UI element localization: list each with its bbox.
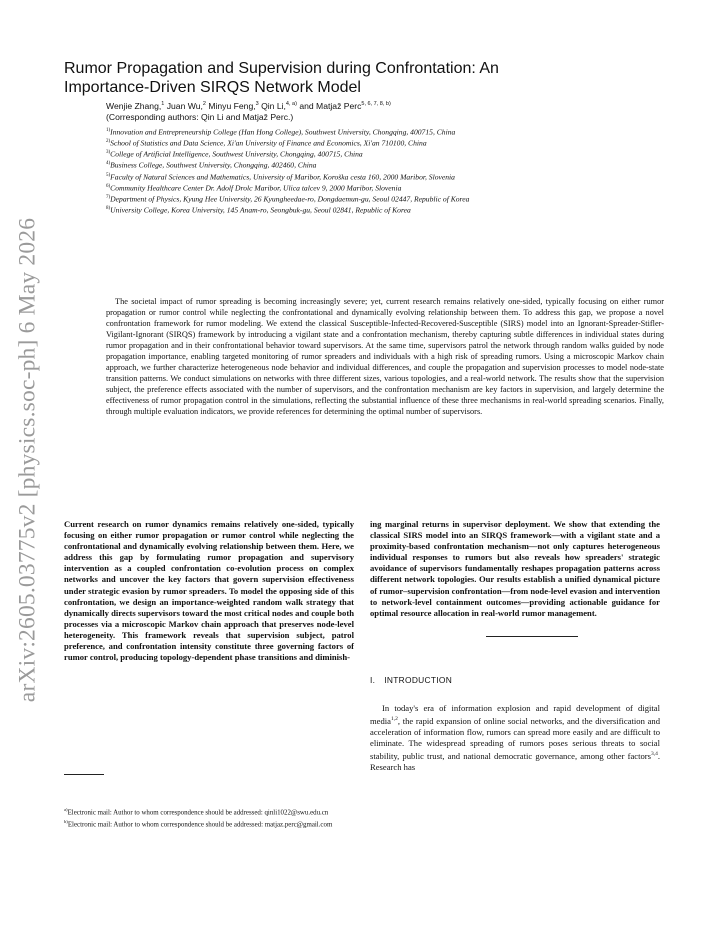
affiliation-item: $^{5)}$Faculty of Natural Sciences and Mathematics, University of Maribor, Koroška cesta 160, 2000 Maribor, Slovenia — [106, 172, 455, 182]
affiliation-item: $^{7)}$Department of Physics, Kyung Hee University, 26 Kyungheedae-ro, Dongdaemun-gu, Seoul 02447, Republic of Korea — [106, 194, 470, 204]
right-column — [370, 519, 660, 619]
left-column — [64, 519, 354, 663]
title-line-2: Importance-Driven SIRQS Network Model — [64, 79, 361, 96]
paper-title — [64, 59, 624, 97]
author-list — [106, 99, 626, 123]
section-title: INTRODUCTION — [384, 675, 453, 685]
citation-ref: 3,4 — [650, 751, 658, 758]
author-2: Juan Wu, — [164, 100, 203, 111]
author-3: Minyu Feng, — [205, 100, 256, 111]
author-5-sup: 5, 6, 7, 8, b) — [361, 101, 391, 107]
introduction-paragraph: In today's era of information explosion and rapid development of digital media$^{1,2}$, the rapid expansion of online social networks, and the diversification and acceleration of information flow, rumors can spread more easily and are difficult to eliminate. The widespread spreading of rumors poses serious threats to social stability, public trust, and national democratic governance, among other factors$^{3,4}$. Research has — [370, 703, 660, 773]
footnotes — [64, 806, 354, 830]
corresponding-authors: (Corresponding authors: Qin Li and Matjaž Perc.) — [106, 111, 294, 122]
author-1-sup: 1 — [161, 101, 165, 107]
affiliation-item: $^{2)}$School of Statistics and Data Science, Xi'an University of Finance and Economics, Xi'an 710100, China — [106, 138, 427, 148]
citation-ref: 1,2 — [391, 716, 398, 723]
affiliations — [106, 126, 626, 215]
author-names — [106, 99, 626, 112]
author-3-sup: 3 — [255, 101, 259, 107]
section-number: I. — [370, 675, 376, 685]
significance-statement-left: Current research on rumor dynamics remains relatively one-sided, typically focusing on either rumor propagation or rumor control while neglecting the confrontational and dynamically evolving relationship between them. Here, we address this gap by formulating rumor propagation and supervisory intervention as a coupled confrontation co-evolution process on complex networks and uncover the key factors that govern supervision effectiveness under strategic evasion by rumor spreaders. To model the opposing side of this confrontation, we design an importance-weighted random walk strategy that dynamically directs supervisors toward the most critical nodes and couple both processes via a microscopic Markov chain approach that preserves node-level heterogeneity. This framework reveals that supervision subject, patrol preference, and confrontation intensity constitute three governing factors of rumor control, producing topology-dependent phase transitions and diminish- — [64, 519, 354, 663]
footnote-rule — [64, 774, 104, 775]
footnote-b: $^{b)}$Electronic mail: Author to whom correspondence should be addressed: matjaz.perc@gmail.com — [64, 818, 333, 829]
affiliation-item: $^{6)}$Community Healthcare Center Dr. Adolf Drolc Maribor, Ulica talcev 9, 2000 Maribor, Slovenia — [106, 183, 402, 193]
footnote-a: $^{a)}$Electronic mail: Author to whom correspondence should be addressed: qinli1022@swu.edu.cn — [64, 807, 329, 817]
author-1: Wenjie Zhang, — [106, 100, 162, 111]
affiliation-item: $^{8)}$University College, Korea University, 145 Anam-ro, Seongbuk-gu, Seoul 02841, Republic of Korea — [106, 205, 411, 215]
arxiv-identifier-stamp — [6, 210, 50, 710]
significance-statement-right: ing marginal returns in supervisor deployment. We show that extending the classical SIRS model into an SIRQS framework—with a vigilant state and a proximity-based confrontation mechanism—not only captures heterogeneous individual responses to rumors but also reveals how spreaders' strategic avoidance of supervisors fundamentally reshapes propagation patterns across different network topologies. Our results establish a unified dynamical picture of rumor–supervision confrontation—from node-level evasion and intervention to network-level containment outcomes—providing actionable guidance for optimal resource allocation in real-world rumor management. — [370, 519, 660, 618]
section-heading-introduction — [370, 675, 452, 685]
arxiv-id-text: arXiv:2605.03775v2 [physics.soc-ph] 6 May 2026 — [14, 217, 41, 703]
author-2-sup: 2 — [202, 101, 206, 107]
affiliation-item: $^{3)}$College of Artificial Intelligence, Southwest University, Chongqing, 400715, China — [106, 149, 363, 159]
abstract: The societal impact of rumor spreading is becoming increasingly severe; yet, current research remains relatively one-sided, typically focusing on either rumor propagation or rumor control while neglecting the confrontational and dynamically evolving relationship between them. To address this gap, we propose a novel confrontation framework for rumor modeling. We extend the classical Susceptible-Infected-Recovered-Susceptible (SIRS) model into an Ignorant-Spreader-Stifler-Vigilant-Ignorant (SIRQS) framework by introducing a vigilant state and a confrontation mechanism, thereby capturing subtle differences in individual states during rumor propagation and in their confrontational behavior toward supervisors. At the same time, supervisors patrol the network through random walks guided by node propagation importance, enabling targeted monitoring of rumor spreaders and individuals with a high risk of spreading rumors. Using a microscopic Markov chain approach, we further characterize heterogeneous node behavior and individual differences, and couple the propagation and supervision processes to model node-state transition patterns. We conduct simulations on networks with three different sizes, various topologies, and a real-world network. The results show that the supervision subject, the preference effects associated with the number of supervisors, and the confrontation mechanism are key factors in supervision, and largely determine the effectiveness of rumor propagation control in the simulations, reflecting the substantial influence of these three mechanisms in real-world spreading scenarios. Finally, through multiple evaluation indicators, we provide references for determining the optimal number of supervisors. — [106, 297, 664, 417]
author-4: Qin Li, — [258, 100, 286, 111]
author-5: and Matjaž Perc — [296, 100, 362, 111]
affiliation-item: $^{1)}$Innovation and Entrepreneurship College (Han Hong College), Southwest University, Chongqing, 400715, China — [106, 127, 456, 137]
title-line-1: Rumor Propagation and Supervision during Confrontation: An — [64, 60, 499, 77]
significance-separator — [486, 636, 578, 637]
author-4-sup: 4, a) — [285, 101, 297, 107]
affiliation-item: $^{4)}$Business College, Southwest University, Chongqing, 402460, China — [106, 160, 317, 170]
